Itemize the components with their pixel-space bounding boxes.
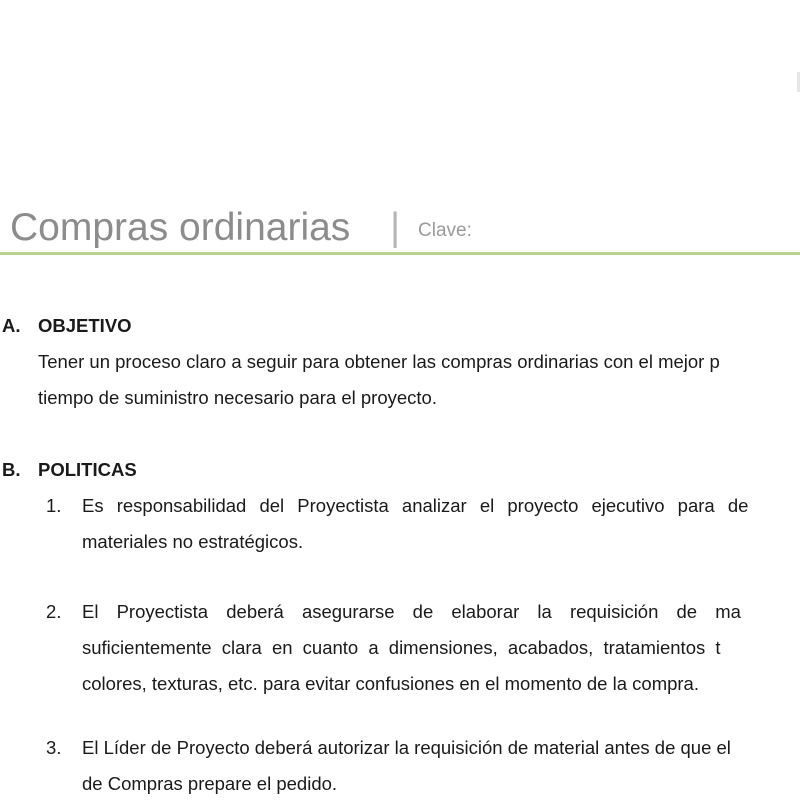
section-heading-politicas — [2, 457, 137, 483]
section-title: OBJETIVO — [38, 315, 132, 336]
item-line: de Compras prepare el pedido. — [82, 773, 338, 794]
header-divider — [0, 252, 800, 255]
section-letter: B. — [2, 459, 21, 480]
item-number: 3. — [46, 737, 62, 758]
section-letter: A. — [2, 315, 21, 336]
section-heading-objetivo — [2, 313, 132, 339]
document-title: Compras ordinarias — [10, 206, 351, 249]
document-header — [10, 203, 800, 253]
item-line: El Proyectista deberá asegurarse de elaborar la requisición de ma — [82, 601, 741, 622]
objective-line-1: Tener un proceso claro a seguir para obtener las compras ordinarias con el mejor p — [38, 351, 720, 372]
section-title: POLITICAS — [38, 459, 137, 480]
item-line: colores, texturas, etc. para evitar confusiones en el momento de la compra. — [82, 673, 699, 694]
item-number: 2. — [46, 601, 62, 622]
item-line: suficientemente clara en cuanto a dimensiones, acabados, tratamientos t — [82, 637, 721, 658]
document-key-label: Clave: — [418, 220, 472, 241]
policy-item — [0, 730, 800, 802]
objective-line-2: tiempo de suministro necesario para el proyecto. — [38, 387, 437, 408]
item-line: Es responsabilidad del Proyectista analizar el proyecto ejecutivo para de — [82, 495, 749, 516]
policy-item — [0, 594, 800, 704]
item-line: materiales no estratégicos. — [82, 531, 304, 552]
title-separator: | — [390, 206, 401, 249]
policy-item — [0, 488, 800, 568]
item-number: 1. — [46, 495, 62, 516]
item-line: El Líder de Proyecto deberá autorizar la requisición de material antes de que el — [82, 737, 731, 758]
